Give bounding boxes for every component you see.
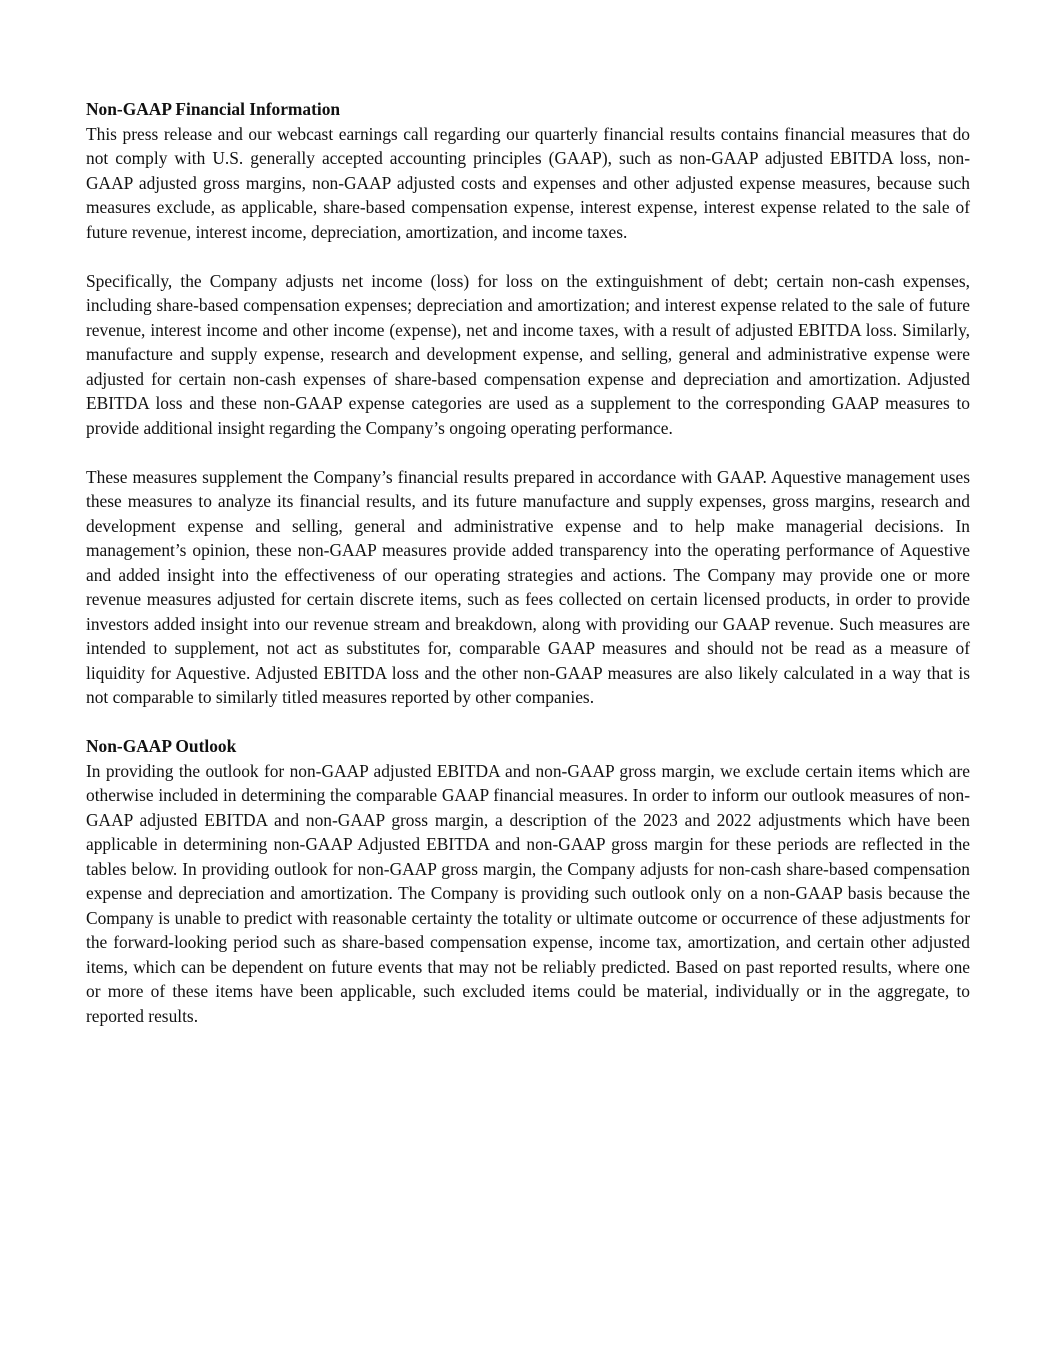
paragraph: Specifically, the Company adjusts net income (loss) for loss on the extinguishment of debt; certain non-cash expenses, including share-based compensation expenses; depreciation and amortization; and interest expense related to the sale of future revenue, interest income and other income (expense), net and income taxes, with a result of adjusted EBITDA loss. Similarly, manufacture and supply expense, research and development expense, and selling, general and administrative expense were adjusted for certain non-cash expenses of share-based compensation expense and depreciation and amortization. Adjusted EBITDA loss and these non-GAAP expense categories are used as a supplement to the corresponding GAAP measures to provide additional insight regarding the Company’s ongoing operating performance. — [86, 270, 970, 438]
section-heading: Non-GAAP Financial Information — [86, 99, 341, 119]
section-non-gaap-outlook — [86, 734, 970, 1028]
paragraph: In providing the outlook for non-GAAP adjusted EBITDA and non-GAAP gross margin, we exclude certain items which are otherwise included in determining the comparable GAAP financial measures. In order to inform our outlook measures of non-GAAP adjusted EBITDA and non-GAAP gross margin, a description of the 2023 and 2022 adjustments which have been applicable in determining non-GAAP Adjusted EBITDA and non-GAAP gross margin for these periods are reflected in the tables below. In providing outlook for non-GAAP gross margin, the Company adjusts for non-cash share-based compensation expense and depreciation and amortization. The Company is providing such outlook only on a non-GAAP basis because the Company is unable to predict with reasonable certainty the totality or ultimate outcome or occurrence of these adjustments for the forward-looking period such as share-based compensation expense, income tax, amortization, and certain other adjusted items, which can be dependent on future events that may not be reliably predicted. Based on past reported results, where one or more of these items have been applicable, such excluded items could be material, individually or in the aggregate, to reported results. — [86, 760, 970, 1026]
section-non-gaap-financial-information — [86, 97, 970, 710]
document-page — [86, 97, 970, 1028]
paragraph: These measures supplement the Company’s financial results prepared in accordance with GAAP. Aquestive management uses these measures to analyze its financial results, and its future manufacture and supply expenses, gross margins, research and development expense and selling, general and administrative expense and to help make managerial decisions. In management’s opinion, these non-GAAP measures provide added transparency into the operating performance of Aquestive and added insight into the effectiveness of our operating strategies and actions. The Company may provide one or more revenue measures adjusted for certain discrete items, such as fees collected on certain licensed products, in order to provide investors added insight into our revenue stream and breakdown, along with providing our GAAP revenue. Such measures are intended to supplement, not act as substitutes for, comparable GAAP measures and should not be read as a measure of liquidity for Aquestive. Adjusted EBITDA loss and the other non-GAAP measures are also likely calculated in a way that is not comparable to similarly titled measures reported by other companies. — [86, 466, 970, 707]
section-heading: Non-GAAP Outlook — [86, 736, 237, 756]
paragraph: This press release and our webcast earnings call regarding our quarterly financial results contains financial measures that do not comply with U.S. generally accepted accounting principles (GAAP), such as non-GAAP adjusted EBITDA loss, non-GAAP adjusted gross margins, non-GAAP adjusted costs and expenses and other adjusted expense measures, because such measures exclude, as applicable, share-based compensation expense, interest expense, interest expense related to the sale of future revenue, interest income, depreciation, amortization, and income taxes. — [86, 123, 970, 242]
